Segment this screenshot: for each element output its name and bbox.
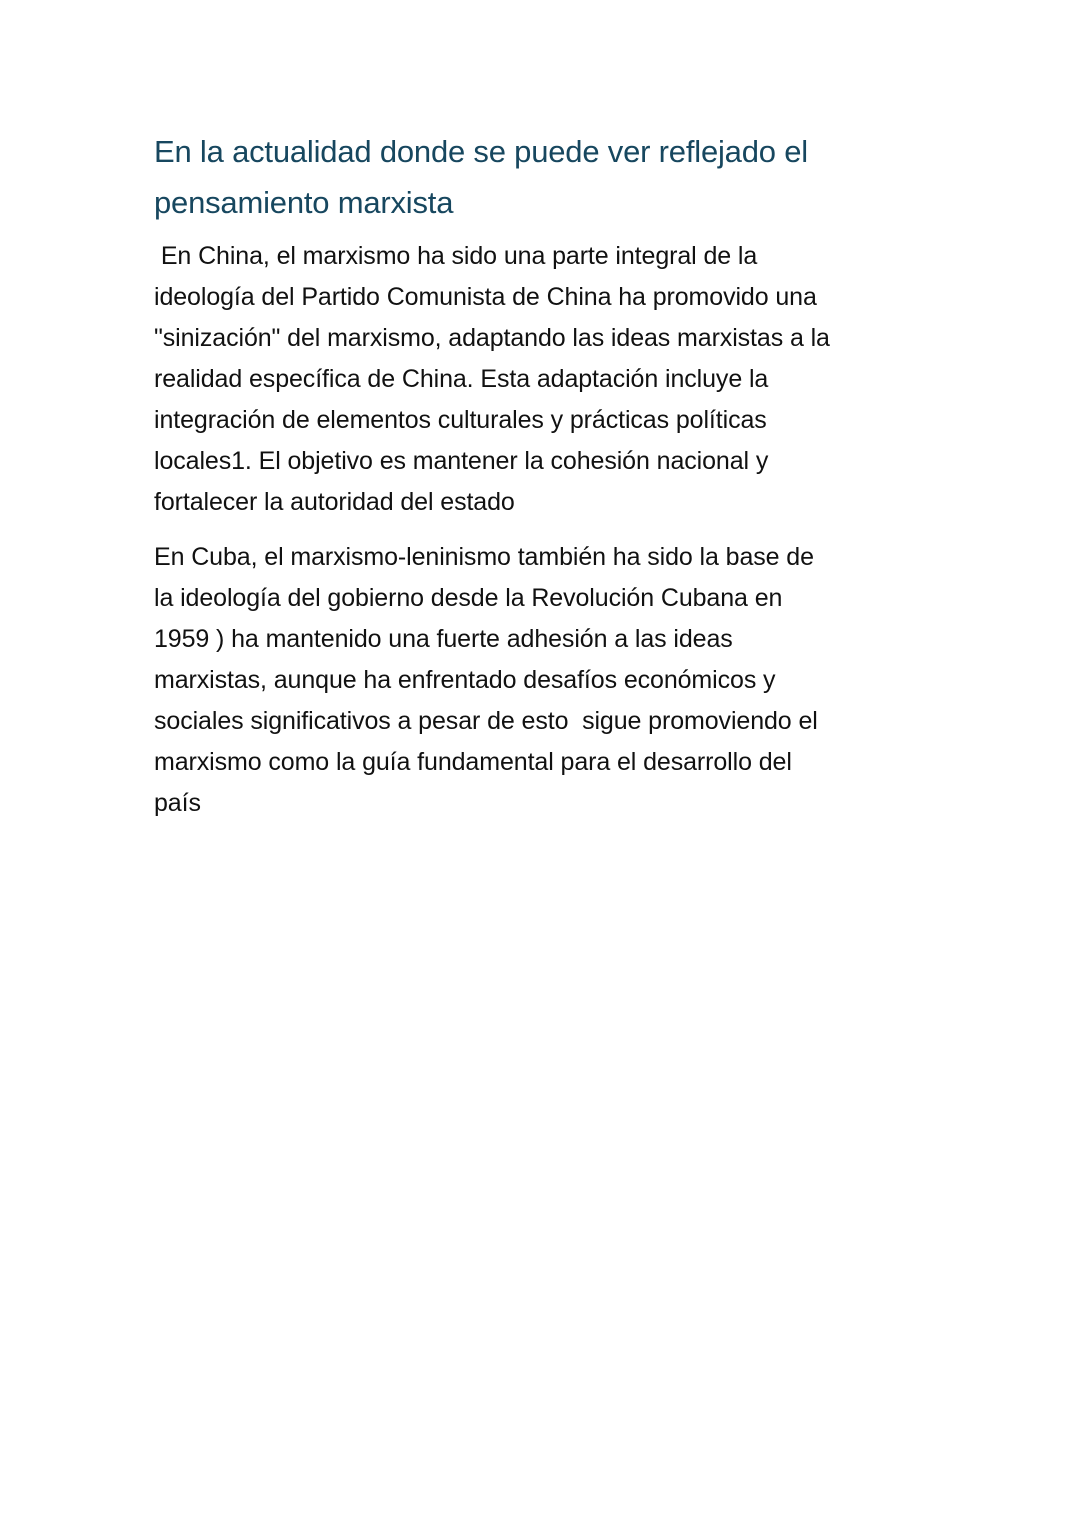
paragraph-cuba: [154, 537, 984, 824]
title-line: En la actualidad donde se puede ver reflejado el: [154, 134, 808, 169]
text-line: 1959 ) ha mantenido una fuerte adhesión a las ideas: [154, 625, 733, 653]
text-line: marxismo como la guía fundamental para el desarrollo del: [154, 748, 792, 776]
text-line: la ideología del gobierno desde la Revolución Cubana en: [154, 584, 783, 612]
title-line: pensamiento marxista: [154, 185, 454, 220]
text-line: "sinización" del marxismo, adaptando las ideas marxistas a la: [154, 324, 830, 352]
text-line: marxistas, aunque ha enfrentado desafíos económicos y: [154, 666, 776, 694]
text-line: realidad específica de China. Esta adaptación incluye la: [154, 365, 769, 393]
text-line: En China, el marxismo ha sido una parte integral de la: [154, 242, 758, 270]
text-line: locales1. El objetivo es mantener la cohesión nacional y: [154, 447, 769, 475]
paragraph-china: [154, 236, 984, 523]
text-line: integración de elementos culturales y prácticas políticas: [154, 406, 767, 434]
page-title: [154, 126, 974, 228]
text-line: ideología del Partido Comunista de China ha promovido una: [154, 283, 817, 311]
text-line: En Cuba, el marxismo-leninismo también ha sido la base de: [154, 543, 814, 571]
text-line: fortalecer la autoridad del estado: [154, 488, 515, 516]
text-line: sociales significativos a pesar de esto sigue promoviendo el: [154, 707, 818, 735]
text-line: país: [154, 789, 201, 817]
